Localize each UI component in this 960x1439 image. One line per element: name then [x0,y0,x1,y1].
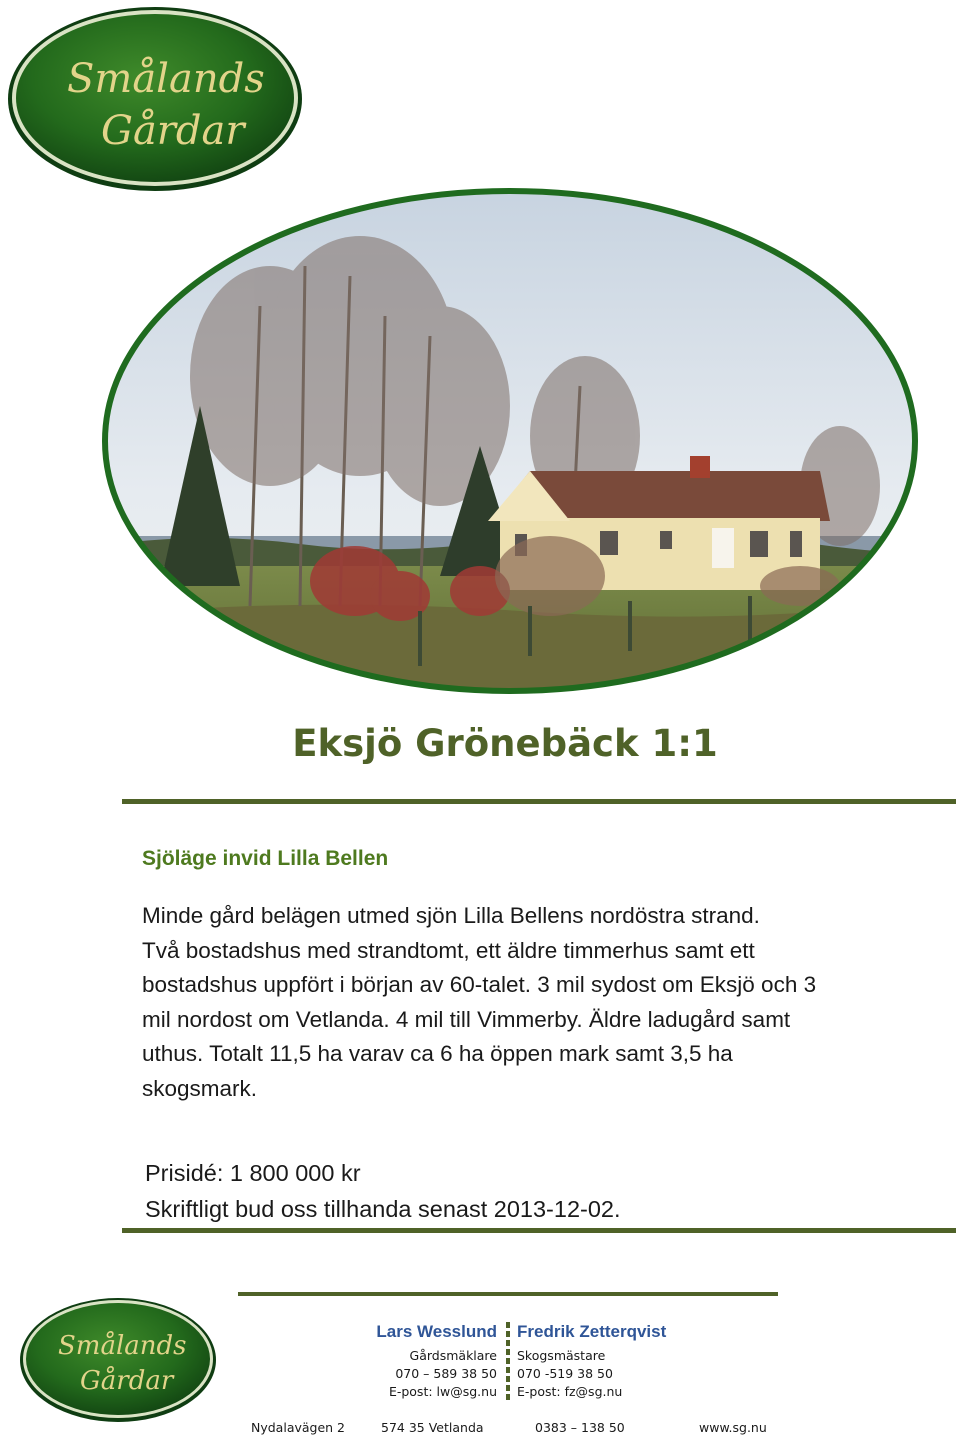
listing-title: Eksjö Grönebäck 1:1 [292,722,718,765]
logo-text-line2: Gårdar [101,108,245,154]
contact-fredrik [517,1322,666,1401]
divider-rule [122,799,956,804]
description-line: Minde gård belägen utmed sjön Lilla Bellens nordöstra strand. [142,903,760,928]
contact-role: Gårdsmäklare [409,1348,497,1363]
divider-rule [238,1292,778,1296]
description-line: uthus. Totalt 11,5 ha varav ca 6 ha öppen mark samt 3,5 ha [142,1041,733,1066]
listing-description [142,899,932,1106]
price-block [145,1155,621,1227]
contact-divider [506,1322,510,1400]
contact-email[interactable]: E-post: lw@sg.nu [388,1384,497,1399]
footer-postal: 574 35 Vetlanda [381,1420,484,1435]
description-line: mil nordost om Vetlanda. 4 mil till Vimmerby. Äldre ladugård samt [142,1006,791,1032]
description-line: bostadshus uppfört i början av 60-talet. 3 mil sydost om Eksjö och 3 [142,972,817,997]
contact-role: Skogsmästare [517,1348,606,1363]
contact-name: Lars Wesslund [376,1322,497,1341]
bid-deadline-text: Skriftligt bud oss tillhanda senast 2013-12-02. [145,1196,621,1222]
price-text: Prisidé: 1 800 000 kr [145,1160,361,1186]
footer-phone[interactable]: 0383 – 138 50 [535,1420,625,1435]
contact-name: Fredrik Zetterqvist [517,1322,667,1341]
contact-phone[interactable]: 070 – 589 38 50 [395,1366,497,1381]
contact-email[interactable]: E-post: fz@sg.nu [517,1384,623,1399]
listing-subtitle: Sjöläge invid Lilla Bellen [142,847,389,870]
logo-text-line1: Smålands [58,1331,187,1361]
footer-web-link[interactable]: www.sg.nu [699,1420,767,1435]
footer-street: Nydalavägen 2 [251,1420,346,1435]
description-line: skogsmark. [142,1075,258,1101]
contact-lars [376,1322,497,1401]
smalands-gardar-logo [5,4,305,194]
description-line: Två bostadshus med strandtomt, ett äldre timmerhus samt ett [142,937,755,963]
property-photo [100,186,920,696]
contact-phone[interactable]: 070 -519 38 50 [517,1366,613,1381]
smalands-gardar-logo-footer [18,1296,218,1424]
logo-text-line2: Gårdar [80,1366,174,1396]
logo-text-line1: Smålands [67,56,265,102]
divider-rule [122,1228,956,1233]
